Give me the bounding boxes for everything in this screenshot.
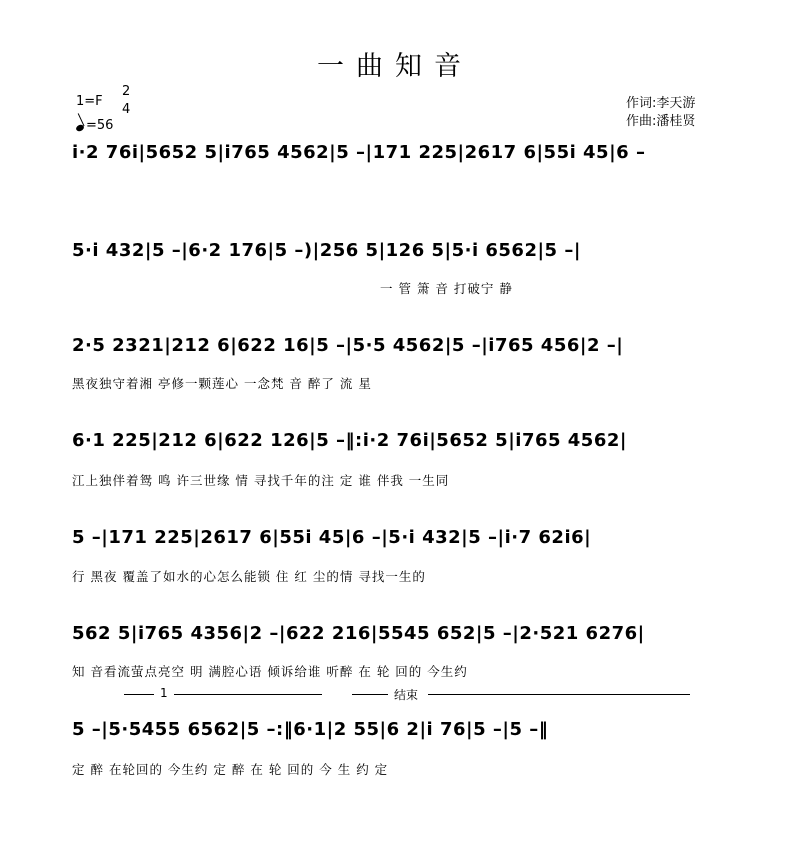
tempo-value: =56 [86,118,114,133]
volta-line-left [124,694,154,695]
time-signature-bottom: 4 [122,102,131,117]
time-signature-top: 2 [122,84,131,99]
notation-row-4: 6·1 225|212 6|622 126|5 –‖:i·2 76i|5652 5|i765 4562| [72,430,627,451]
song-title: 一曲知音 [317,51,473,82]
lyrics-row-5: 行 黑夜 覆盖了如水的心怎么能锁 住 红 尘的情 寻找一生的 [72,569,426,584]
key-signature: 1=F [76,94,103,109]
volta-1-label: 1 [160,686,168,700]
tempo-marking [76,118,113,133]
notation-row-5: 5 –|171 225|2617 6|55i 45|6 –|5·i 432|5 –|i·7 62i6| [72,527,592,548]
lyrics-row-3: 黑夜独守着湘 亭修一颗莲心 一念梵 音 醉了 流 星 [72,376,372,391]
lyrics-row-6: 知 音看流萤点亮空 明 满腔心语 倾诉给谁 听醉 在 轮 回的 今生约 [72,664,468,679]
notation-row-6: 562 5|i765 4356|2 –|622 216|5545 652|5 –|2·521 6276| [72,623,645,644]
notation-row-3: 2·5 2321|212 6|622 16|5 –|5·5 4562|5 –|i765 456|2 –| [72,335,624,356]
lyrics-row-7: 定 醉 在轮回的 今生约 定 醉 在 轮 回的 今 生 约 定 [72,762,389,777]
quarter-note-icon [75,124,85,133]
lyrics-row-2: 一 管 箫 音 打破宁 静 [380,281,513,296]
notation-row-1: i·2 76i|5652 5|i765 4562|5 –|171 225|2617 6|55i 45|6 – [72,142,646,163]
ending-line-right [428,694,690,695]
lyricist-credit: 作词:李天游 [626,96,696,111]
notation-row-7: 5 –|5·5455 6562|5 –:‖6·1|2 55|6 2|i 76|5 –|5 –‖ [72,719,549,740]
ending-label: 结束 [394,688,419,702]
composer-credit: 作曲:潘桂贤 [626,114,696,129]
volta-line-right [174,694,322,695]
lyrics-row-4: 江上独伴着鸳 鸣 许三世缘 情 寻找千年的注 定 谁 伴我 一生同 [72,473,450,488]
ending-line-left [352,694,388,695]
notation-row-2: 5·i 432|5 –|6·2 176|5 –)|256 5|126 5|5·i 6562|5 –| [72,240,581,261]
